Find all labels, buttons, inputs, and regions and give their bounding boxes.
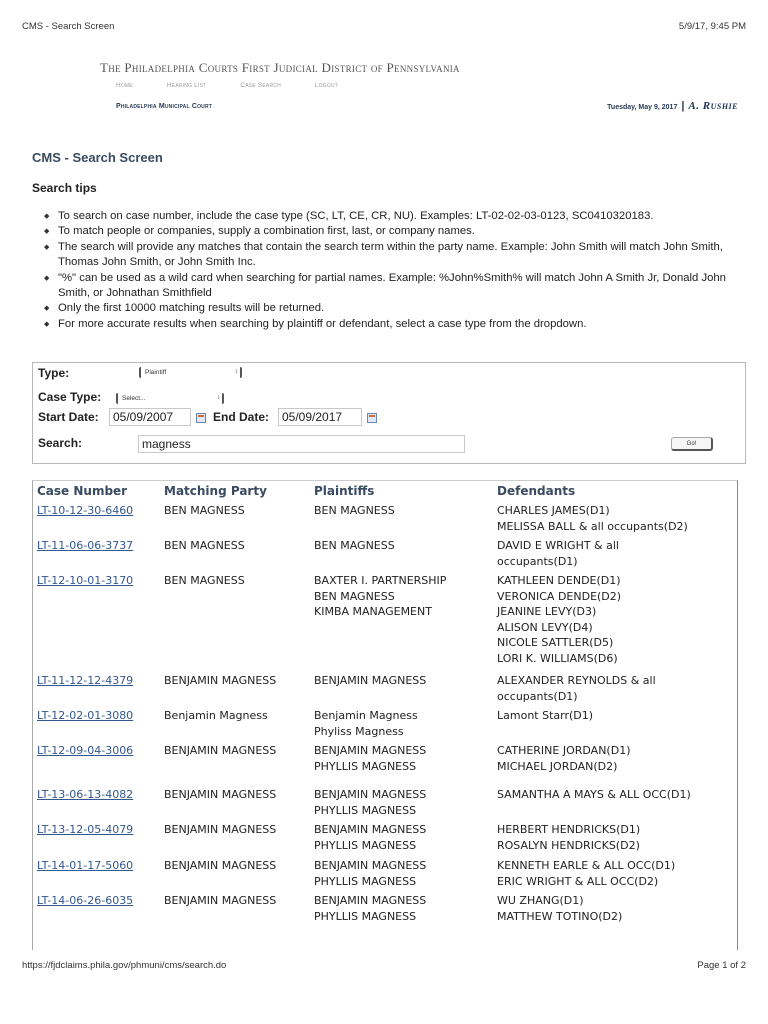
defendants-cell [497, 822, 640, 853]
site-banner [100, 60, 740, 120]
defendant-name: ROSALYN HENDRICKS(D2) [497, 838, 640, 852]
end-date-input[interactable] [278, 408, 362, 426]
defendants-cell [497, 743, 630, 774]
search-tip-text: To search on case number, include the case type (SC, LT, CE, CR, NU). Examples: LT-02-02-03-0123, SC0410320183. [58, 210, 654, 222]
defendant-name: MATTHEW TOTINO(D2) [497, 909, 623, 923]
plaintiffs-cell [314, 822, 426, 853]
matching-party-cell: BENJAMIN MAGNESS [164, 744, 277, 757]
plaintiffs-cell [314, 743, 426, 774]
case-type-label: Case Type: [38, 390, 102, 404]
defendant-name: VERONICA DENDE(D2) [497, 589, 622, 603]
print-header [22, 21, 746, 35]
search-tip [44, 301, 744, 316]
search-tip-text: For more accurate results when searching by plaintiff or defendant, select a case type from the dropdown. [58, 317, 587, 330]
search-label: Search: [38, 436, 83, 450]
nav-logout-link[interactable]: Logout [314, 82, 339, 89]
column-header-matching-party[interactable]: Matching Party [164, 484, 267, 498]
plaintiff-name: BENJAMIN MAGNESS [314, 823, 427, 836]
plaintiff-name: BENJAMIN MAGNESS [314, 674, 427, 687]
column-header-case-number[interactable]: Case Number [37, 484, 128, 498]
current-date: Tuesday, May 9, 2017 [607, 104, 678, 111]
plaintiffs-cell [314, 573, 446, 620]
user-name: A. Rushie [688, 100, 738, 112]
defendant-name: NICOLE SATTLER(D5) [497, 636, 614, 649]
case-number-link[interactable]: LT-10-12-30-6460 [37, 504, 134, 517]
defendant-name: occupants(D1) [497, 689, 578, 703]
plaintiff-name: Phyliss Magness [314, 724, 404, 738]
plaintiff-name: BEN MAGNESS [314, 504, 395, 517]
search-tip-text: "%" can be used as a wild card when searching for partial names. Example: %John%Smith% will match John A Smith Jr, Donald John Smith, or Johnathan Smithfield [58, 271, 726, 300]
type-select-value: Plaintiff [145, 369, 167, 376]
plaintiff-name: PHYLLIS MAGNESS [314, 874, 417, 888]
search-form [32, 362, 746, 464]
plaintiff-name: PHYLLIS MAGNESS [314, 838, 417, 852]
nav-home-link[interactable]: Home [116, 82, 133, 89]
plaintiff-name: BENJAMIN MAGNESS [314, 894, 427, 907]
page-title: CMS - Search Screen [32, 150, 163, 165]
plaintiff-name: BEN MAGNESS [314, 589, 395, 603]
plaintiff-name: PHYLLIS MAGNESS [314, 759, 417, 773]
search-tip-text: The search will provide any matches that contain the search term within the party name. Example: John Smith will match John Smith, Thomas John Smith, or John Smith Inc. [58, 240, 723, 269]
print-footer-url: https://fjdclaims.phila.gov/phmuni/cms/search.do [22, 960, 227, 971]
case-number-link[interactable]: LT-11-06-06-3737 [37, 539, 134, 552]
start-date-label: Start Date: [38, 410, 99, 424]
search-tip [44, 271, 744, 302]
search-tip [44, 240, 744, 271]
column-header-defendants[interactable]: Defendants [497, 484, 576, 498]
plaintiff-name: PHYLLIS MAGNESS [314, 803, 417, 817]
defendants-cell [497, 573, 621, 666]
case-number-link[interactable]: LT-13-06-13-4082 [37, 788, 134, 801]
defendant-name: KATHLEEN DENDE(D1) [497, 574, 621, 587]
top-navigation [116, 82, 338, 89]
defendant-name: DAVID E WRIGHT & all [497, 539, 619, 552]
defendant-name: SAMANTHA A MAYS & ALL OCC(D1) [497, 788, 691, 801]
plaintiff-name: Benjamin Magness [314, 709, 418, 722]
plaintiff-name: BAXTER I. PARTNERSHIP [314, 574, 447, 587]
nav-case-search-link[interactable]: Case Search [240, 82, 281, 89]
print-footer-page: Page 1 of 2 [697, 960, 746, 971]
defendants-cell [497, 673, 656, 704]
plaintiffs-cell [314, 673, 426, 689]
plaintiffs-cell [314, 538, 395, 554]
defendant-name: KENNETH EARLE & ALL OCC(D1) [497, 859, 676, 872]
defendant-name: ALISON LEVY(D4) [497, 620, 593, 634]
defendant-name: CHARLES JAMES(D1) [497, 504, 610, 517]
plaintiff-name: BENJAMIN MAGNESS [314, 744, 427, 757]
defendants-cell [497, 787, 691, 803]
matching-party-cell: BENJAMIN MAGNESS [164, 823, 277, 836]
plaintiff-name: KIMBA MANAGEMENT [314, 605, 432, 618]
defendant-name: ALEXANDER REYNOLDS & all [497, 674, 656, 687]
plaintiffs-cell [314, 858, 426, 889]
type-select[interactable] [139, 367, 242, 378]
plaintiff-name: BENJAMIN MAGNESS [314, 788, 427, 801]
case-number-link[interactable]: LT-12-09-04-3006 [37, 744, 134, 757]
defendants-cell [497, 503, 688, 534]
plaintiff-name: BENJAMIN MAGNESS [314, 859, 427, 872]
matching-party-cell: BENJAMIN MAGNESS [164, 674, 277, 687]
case-number-link[interactable]: LT-14-01-17-5060 [37, 859, 134, 872]
defendant-name: ERIC WRIGHT & ALL OCC(D2) [497, 874, 659, 888]
matching-party-cell: BENJAMIN MAGNESS [164, 788, 277, 801]
select-arrows-icon: ↕ [235, 369, 238, 375]
plaintiffs-cell [314, 503, 395, 519]
plaintiffs-cell [314, 708, 418, 739]
court-title: The Philadelphia Courts First Judicial District of Pennsylvania [100, 60, 460, 75]
search-tip [44, 317, 744, 332]
case-type-select-value: Select... [122, 395, 146, 402]
defendant-name: MELISSA BALL & all occupants(D2) [497, 519, 688, 533]
defendant-name: HERBERT HENDRICKS(D1) [497, 823, 641, 836]
print-header-datetime: 5/9/17, 9:45 PM [678, 21, 746, 32]
defendant-name: MICHAEL JORDAN(D2) [497, 759, 618, 773]
case-number-link[interactable]: LT-14-06-26-6035 [37, 894, 134, 907]
case-number-link[interactable]: LT-11-12-12-4379 [37, 674, 134, 687]
matching-party-cell: BENJAMIN MAGNESS [164, 859, 277, 872]
type-label: Type: [38, 366, 70, 380]
defendant-name: occupants(D1) [497, 554, 578, 568]
calendar-icon[interactable] [196, 413, 206, 423]
defendant-name: Lamont Starr(D1) [497, 709, 594, 722]
defendants-cell [497, 858, 675, 889]
matching-party-cell: Benjamin Magness [164, 709, 268, 722]
select-arrows-icon: ↕ [217, 395, 220, 401]
calendar-icon[interactable] [367, 413, 377, 423]
defendants-cell [497, 708, 593, 724]
case-type-select[interactable] [116, 393, 224, 404]
defendants-cell [497, 893, 622, 924]
matching-party-cell: BENJAMIN MAGNESS [164, 894, 277, 907]
search-tip-text: To match people or companies, supply a combination first, last, or company names. [58, 225, 475, 238]
defendants-cell [497, 538, 619, 569]
go-button[interactable]: Go! [671, 437, 713, 451]
start-date-input[interactable] [109, 408, 191, 426]
plaintiffs-cell [314, 787, 426, 818]
end-date-label: End Date: [213, 410, 270, 424]
court-name: Philadelphia Municipal Court [116, 103, 213, 110]
matching-party-cell: BEN MAGNESS [164, 504, 245, 517]
search-tips-list [44, 209, 744, 332]
plaintiffs-cell [314, 893, 426, 924]
case-number-link[interactable]: LT-12-02-01-3080 [37, 709, 134, 722]
defendant-name: CATHERINE JORDAN(D1) [497, 744, 631, 757]
column-header-plaintiffs[interactable]: Plaintiffs [314, 484, 375, 498]
search-tip [44, 224, 744, 239]
defendant-name: JEANINE LEVY(D3) [497, 605, 597, 618]
defendant-name: WU ZHANG(D1) [497, 894, 584, 907]
results-table [32, 480, 738, 950]
plaintiff-name: BEN MAGNESS [314, 539, 395, 552]
defendant-name: LORI K. WILLIAMS(D6) [497, 651, 618, 665]
search-tip-text: Only the first 10000 matching results will be returned. [58, 302, 325, 315]
case-number-link[interactable]: LT-12-10-01-3170 [37, 574, 134, 587]
case-number-link[interactable]: LT-13-12-05-4079 [37, 823, 134, 836]
date-user-bar [607, 100, 738, 112]
date-user-separator: | [681, 100, 685, 112]
nav-hearing-list-link[interactable]: Hearing List [166, 82, 207, 89]
print-header-title: CMS - Search Screen [22, 21, 115, 32]
matching-party-cell: BEN MAGNESS [164, 539, 245, 552]
plaintiff-name: PHYLLIS MAGNESS [314, 909, 417, 923]
print-footer [22, 960, 746, 974]
search-input[interactable] [138, 435, 465, 453]
search-tip [44, 209, 744, 224]
search-tips-title: Search tips [32, 181, 97, 195]
matching-party-cell: BEN MAGNESS [164, 574, 245, 587]
